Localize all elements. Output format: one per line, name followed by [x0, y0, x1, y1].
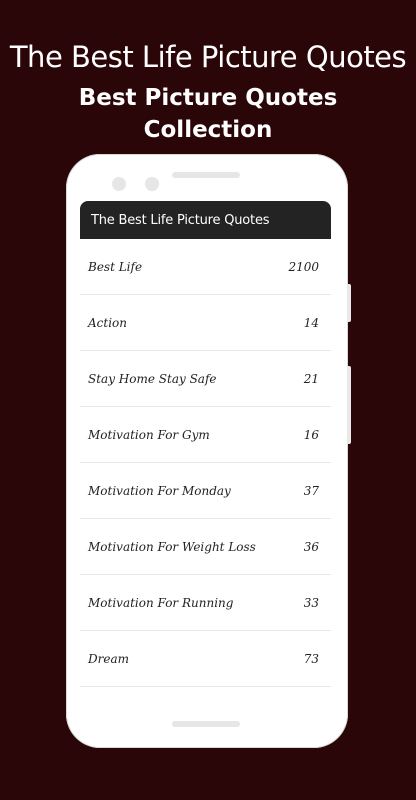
category-label: Motivation For Running [88, 595, 234, 610]
phone-speaker [172, 172, 240, 178]
list-item[interactable] [80, 407, 331, 463]
phone-side-button [347, 284, 351, 322]
category-label: Motivation For Gym [88, 427, 210, 442]
phone-home-bar [172, 721, 240, 727]
category-label: Dream [88, 651, 129, 666]
promo-title: The Best Life Picture Quotes [9, 40, 407, 74]
category-count: 14 [303, 315, 319, 330]
list-item[interactable] [80, 351, 331, 407]
category-count: 73 [303, 651, 319, 666]
phone-camera [112, 177, 126, 191]
list-item[interactable] [80, 575, 331, 631]
category-label: Best Life [88, 259, 143, 274]
list-item[interactable] [80, 463, 331, 519]
category-count: 16 [303, 427, 319, 442]
list-item[interactable] [80, 519, 331, 575]
category-count: 33 [303, 595, 319, 610]
phone-side-button [347, 366, 351, 444]
list-item[interactable] [80, 295, 331, 351]
category-label: Action [88, 315, 127, 330]
category-count: 37 [303, 483, 319, 498]
category-count: 2100 [288, 259, 319, 274]
category-label: Motivation For Monday [88, 483, 231, 498]
list-item[interactable] [80, 239, 331, 295]
category-count: 36 [303, 539, 319, 554]
promo-subtitle-line1: Best Picture Quotes [78, 85, 338, 111]
phone-sensor [145, 177, 159, 191]
promo-subtitle [0, 82, 416, 146]
category-label: Stay Home Stay Safe [88, 371, 217, 386]
category-list [80, 239, 331, 687]
app-screen [80, 201, 331, 695]
app-bar [80, 201, 331, 239]
list-item[interactable] [80, 631, 331, 687]
app-bar-title: The Best Life Picture Quotes [91, 212, 270, 228]
category-count: 21 [303, 371, 319, 386]
promo-subtitle-line2: Collection [143, 117, 273, 143]
category-label: Motivation For Weight Loss [88, 539, 256, 554]
